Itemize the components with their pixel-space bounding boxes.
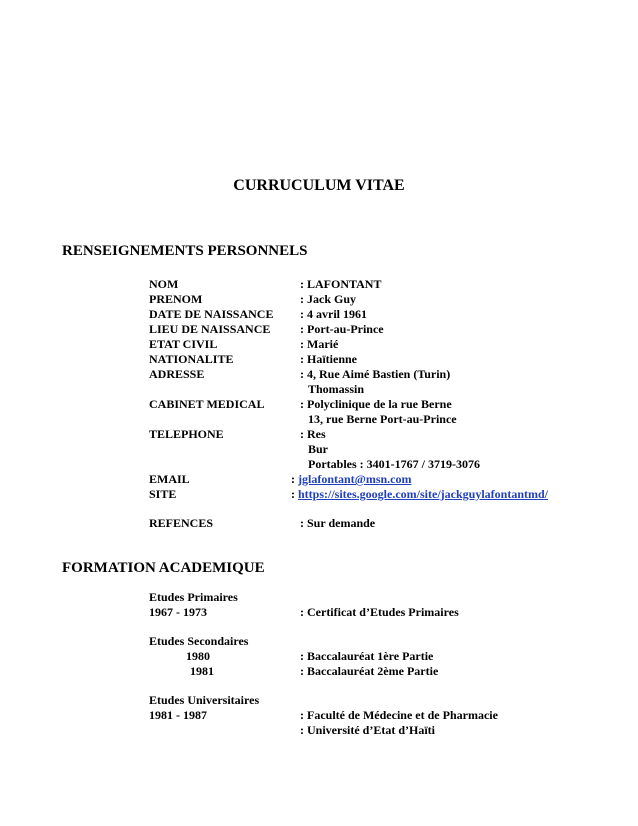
dob-value: : 4 avril 1961 bbox=[300, 307, 367, 321]
civil-status-value: : Marié bbox=[300, 337, 339, 351]
personal-info-heading: RENSEIGNEMENTS PERSONNELS bbox=[62, 243, 308, 259]
university-value-1: : Faculté de Médecine et de Pharmacie bbox=[300, 708, 498, 722]
pob-label: LIEU DE NAISSANCE bbox=[149, 322, 271, 336]
address-label: ADRESSE bbox=[149, 367, 205, 381]
telephone-value: : Res bbox=[300, 427, 326, 441]
telephone-label: TELEPHONE bbox=[149, 427, 224, 441]
secondary-heading: Etudes Secondaires bbox=[149, 634, 249, 648]
address-value-line2: Thomassin bbox=[308, 382, 365, 396]
site-prefix: : bbox=[291, 487, 298, 501]
page-title: CURRUCULUM VITAE bbox=[233, 177, 405, 194]
primary-years: 1967 - 1973 bbox=[149, 605, 207, 619]
site-link[interactable]: https://sites.google.com/site/jackguylafontantmd/ bbox=[298, 487, 548, 501]
cabinet-value: : Polyclinique de la rue Berne bbox=[300, 397, 452, 411]
site-label: SITE bbox=[149, 487, 177, 501]
email-link[interactable]: jglafontant@msn.com bbox=[298, 472, 412, 486]
references-value: : Sur demande bbox=[300, 516, 376, 530]
site-value-row bbox=[291, 487, 548, 502]
prenom-value: : Jack Guy bbox=[300, 292, 357, 306]
prenom-label: PRENOM bbox=[149, 292, 203, 306]
secondary-value-2: : Baccalauréat 2ème Partie bbox=[300, 664, 439, 678]
university-heading: Etudes Universitaires bbox=[149, 693, 260, 707]
email-value-row bbox=[291, 472, 412, 487]
telephone-value-line3: Portables : 3401-1767 / 3719-3076 bbox=[308, 457, 480, 471]
nom-label: NOM bbox=[149, 277, 179, 291]
primary-heading: Etudes Primaires bbox=[149, 590, 238, 604]
university-years: 1981 - 1987 bbox=[149, 708, 207, 722]
pob-value: : Port-au-Prince bbox=[300, 322, 384, 336]
email-label: EMAIL bbox=[149, 472, 190, 486]
telephone-value-line2: Bur bbox=[308, 442, 329, 456]
secondary-year-1: 1980 bbox=[186, 649, 210, 663]
education-heading: FORMATION ACADEMIQUE bbox=[62, 560, 265, 576]
dob-label: DATE DE NAISSANCE bbox=[149, 307, 274, 321]
references-label: REFENCES bbox=[149, 516, 214, 530]
secondary-year-2: 1981 bbox=[190, 664, 214, 678]
civil-status-label: ETAT CIVIL bbox=[149, 337, 218, 351]
nom-value: : LAFONTANT bbox=[300, 277, 382, 291]
secondary-value-1: : Baccalauréat 1ère Partie bbox=[300, 649, 434, 663]
nationality-label: NATIONALITE bbox=[149, 352, 234, 366]
address-value: : 4, Rue Aimé Bastien (Turin) bbox=[300, 367, 451, 381]
email-prefix: : bbox=[291, 472, 298, 486]
university-value-2: : Université d’Etat d’Haïti bbox=[300, 723, 435, 737]
cabinet-label: CABINET MEDICAL bbox=[149, 397, 265, 411]
primary-value: : Certificat d’Etudes Primaires bbox=[300, 605, 459, 619]
nationality-value: : Haïtienne bbox=[300, 352, 357, 366]
cabinet-value-line2: 13, rue Berne Port-au-Prince bbox=[308, 412, 457, 426]
